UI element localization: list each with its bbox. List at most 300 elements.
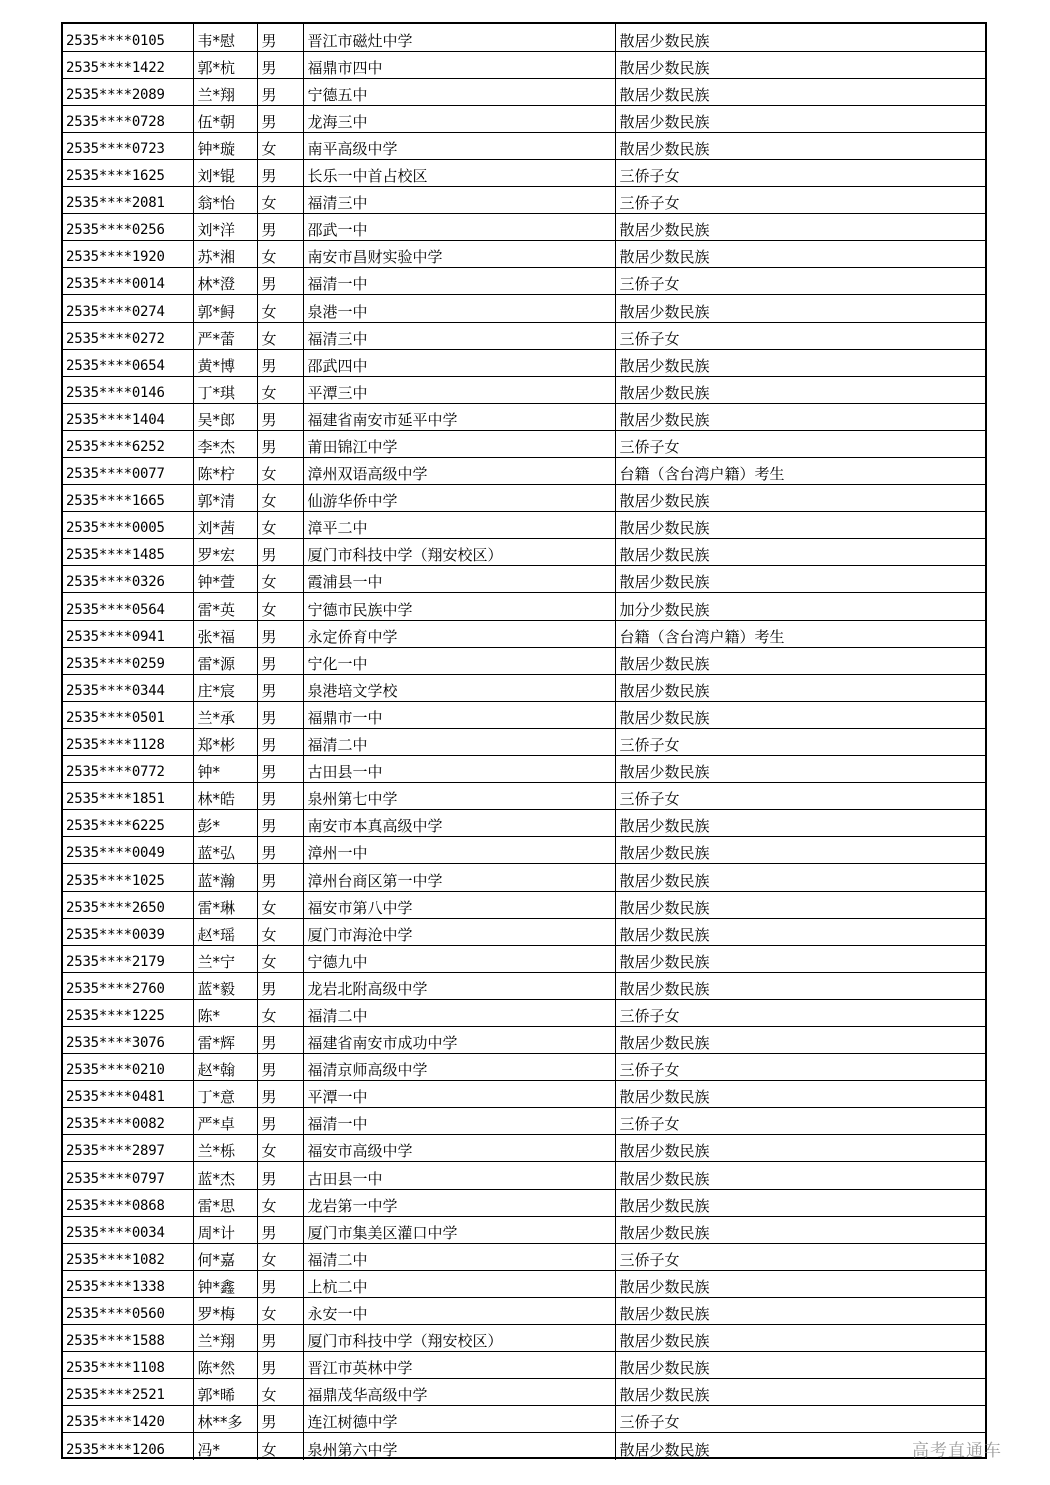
school-cell: 上杭二中 [303,1270,615,1297]
gender-cell: 男 [257,1406,303,1433]
exam-id-cell: 2535****1338 [63,1270,193,1297]
category-cell: 三侨子女 [615,1406,985,1433]
category-cell: 散居少数民族 [615,539,985,566]
table-row [63,1081,985,1108]
student-name-cell: 郑*彬 [193,728,257,755]
exam-id-cell: 2535****1025 [63,864,193,891]
exam-id-cell: 2535****2521 [63,1379,193,1406]
category-cell: 散居少数民族 [615,566,985,593]
school-cell: 福安市高级中学 [303,1135,615,1162]
gender-cell: 男 [257,51,303,78]
gender-cell: 男 [257,1162,303,1189]
category-cell: 散居少数民族 [615,756,985,783]
exam-id-cell: 2535****2760 [63,972,193,999]
school-cell: 福鼎市四中 [303,51,615,78]
category-cell: 散居少数民族 [615,349,985,376]
exam-id-cell: 2535****1588 [63,1325,193,1352]
gender-cell: 女 [257,322,303,349]
exam-id-cell: 2535****1485 [63,539,193,566]
student-name-cell: 钟* [193,756,257,783]
table-row [63,458,985,485]
category-cell: 散居少数民族 [615,295,985,322]
table-row [63,810,985,837]
school-cell: 平潭三中 [303,376,615,403]
gender-cell: 女 [257,1379,303,1406]
gender-cell: 男 [257,674,303,701]
school-cell: 宁德五中 [303,78,615,105]
school-cell: 龙岩第一中学 [303,1189,615,1216]
gender-cell: 女 [257,999,303,1026]
school-cell: 厦门市集美区灌口中学 [303,1216,615,1243]
school-cell: 宁德市民族中学 [303,593,615,620]
table-row [63,756,985,783]
table-row [63,349,985,376]
exam-id-cell: 2535****0654 [63,349,193,376]
school-cell: 邵武四中 [303,349,615,376]
student-name-cell: 吴*郎 [193,403,257,430]
table-row [63,864,985,891]
school-cell: 龙岩北附高级中学 [303,972,615,999]
table-row [63,999,985,1026]
school-cell: 福清三中 [303,322,615,349]
table-row [63,1189,985,1216]
gender-cell: 男 [257,268,303,295]
school-cell: 晋江市英林中学 [303,1352,615,1379]
student-name-cell: 郭*鲟 [193,295,257,322]
school-cell: 平潭一中 [303,1081,615,1108]
exam-id-cell: 2535****6252 [63,430,193,457]
student-name-cell: 赵*瑶 [193,918,257,945]
table-row [63,1216,985,1243]
table-row [63,837,985,864]
student-name-cell: 蓝*瀚 [193,864,257,891]
table-row [63,403,985,430]
exam-id-cell: 2535****0256 [63,214,193,241]
category-cell: 散居少数民族 [615,891,985,918]
gender-cell: 女 [257,512,303,539]
school-cell: 漳州双语高级中学 [303,458,615,485]
student-name-cell: 刘*茜 [193,512,257,539]
student-name-cell: 兰*翔 [193,1325,257,1352]
category-cell: 散居少数民族 [615,1026,985,1053]
school-cell: 泉州第六中学 [303,1433,615,1460]
exam-id-cell: 2535****0772 [63,756,193,783]
gender-cell: 女 [257,376,303,403]
school-cell: 福鼎市一中 [303,701,615,728]
category-cell: 散居少数民族 [615,810,985,837]
exam-id-cell: 2535****1404 [63,403,193,430]
table-row [63,1108,985,1135]
category-cell: 散居少数民族 [615,647,985,674]
student-name-cell: 冯* [193,1433,257,1460]
gender-cell: 女 [257,187,303,214]
student-name-cell: 庄*宸 [193,674,257,701]
category-cell: 散居少数民族 [615,512,985,539]
category-cell: 三侨子女 [615,159,985,186]
gender-cell: 男 [257,430,303,457]
gender-cell: 女 [257,566,303,593]
gender-cell: 男 [257,620,303,647]
category-cell: 散居少数民族 [615,132,985,159]
table-row [63,1325,985,1352]
student-name-cell: 翁*怡 [193,187,257,214]
exam-id-cell: 2535****0868 [63,1189,193,1216]
gender-cell: 女 [257,132,303,159]
category-cell: 散居少数民族 [615,241,985,268]
category-cell: 散居少数民族 [615,1162,985,1189]
exam-id-cell: 2535****0728 [63,105,193,132]
category-cell: 三侨子女 [615,999,985,1026]
student-name-cell: 钟*萱 [193,566,257,593]
category-cell: 散居少数民族 [615,1270,985,1297]
gender-cell: 男 [257,837,303,864]
school-cell: 宁德九中 [303,945,615,972]
school-cell: 福建省南安市延平中学 [303,403,615,430]
watermark-text: 高考直通车 [912,1441,1002,1461]
category-cell: 三侨子女 [615,187,985,214]
table-row [63,701,985,728]
category-cell: 台籍（含台湾户籍）考生 [615,458,985,485]
student-name-cell: 钟*璇 [193,132,257,159]
school-cell: 福安市第八中学 [303,891,615,918]
gender-cell: 男 [257,864,303,891]
exam-id-cell: 2535****0005 [63,512,193,539]
category-cell: 散居少数民族 [615,24,985,51]
student-name-cell: 郭*晞 [193,1379,257,1406]
gender-cell: 男 [257,756,303,783]
exam-id-cell: 2535****1420 [63,1406,193,1433]
table-row [63,512,985,539]
table-row [63,647,985,674]
student-name-cell: 张*福 [193,620,257,647]
category-cell: 散居少数民族 [615,105,985,132]
table-row [63,485,985,512]
gender-cell: 女 [257,295,303,322]
gender-cell: 女 [257,945,303,972]
gender-cell: 男 [257,24,303,51]
table-row [63,1162,985,1189]
school-cell: 连江树德中学 [303,1406,615,1433]
school-cell: 厦门市科技中学（翔安校区） [303,539,615,566]
roster-table-body [63,24,985,1460]
student-name-cell: 林*皓 [193,783,257,810]
student-name-cell: 刘*锟 [193,159,257,186]
category-cell: 三侨子女 [615,430,985,457]
school-cell: 福建省南安市成功中学 [303,1026,615,1053]
exam-id-cell: 2535****1625 [63,159,193,186]
category-cell: 散居少数民族 [615,78,985,105]
roster-table [63,24,985,1460]
table-row [63,214,985,241]
table-row [63,1135,985,1162]
gender-cell: 女 [257,458,303,485]
category-cell: 散居少数民族 [615,1379,985,1406]
exam-id-cell: 2535****1422 [63,51,193,78]
school-cell: 漳平二中 [303,512,615,539]
category-cell: 散居少数民族 [615,837,985,864]
exam-id-cell: 2535****1206 [63,1433,193,1460]
category-cell: 散居少数民族 [615,945,985,972]
school-cell: 泉港一中 [303,295,615,322]
student-name-cell: 钟*鑫 [193,1270,257,1297]
table-row [63,918,985,945]
exam-id-cell: 2535****1665 [63,485,193,512]
exam-id-cell: 2535****0481 [63,1081,193,1108]
school-cell: 南安市本真高级中学 [303,810,615,837]
category-cell: 散居少数民族 [615,1189,985,1216]
student-name-cell: 郭*清 [193,485,257,512]
gender-cell: 女 [257,593,303,620]
exam-id-cell: 2535****0274 [63,295,193,322]
gender-cell: 男 [257,1026,303,1053]
gender-cell: 男 [257,1054,303,1081]
table-row [63,783,985,810]
school-cell: 福清一中 [303,1108,615,1135]
gender-cell: 女 [257,918,303,945]
category-cell: 散居少数民族 [615,1433,985,1460]
student-name-cell: 雷*英 [193,593,257,620]
exam-id-cell: 2535****0039 [63,918,193,945]
student-name-cell: 郭*杭 [193,51,257,78]
exam-id-cell: 2535****0014 [63,268,193,295]
table-row [63,593,985,620]
category-cell: 散居少数民族 [615,701,985,728]
table-row [63,1026,985,1053]
school-cell: 福鼎茂华高级中学 [303,1379,615,1406]
exam-id-cell: 2535****1108 [63,1352,193,1379]
student-name-cell: 苏*湘 [193,241,257,268]
student-name-cell: 何*嘉 [193,1243,257,1270]
gender-cell: 男 [257,647,303,674]
school-cell: 古田县一中 [303,756,615,783]
student-name-cell: 林*澄 [193,268,257,295]
table-row [63,105,985,132]
school-cell: 南平高级中学 [303,132,615,159]
table-row [63,78,985,105]
student-name-cell: 赵*翰 [193,1054,257,1081]
gender-cell: 男 [257,349,303,376]
exam-id-cell: 2535****2897 [63,1135,193,1162]
student-name-cell: 兰*承 [193,701,257,728]
table-row [63,268,985,295]
student-name-cell: 陈*然 [193,1352,257,1379]
category-cell: 散居少数民族 [615,403,985,430]
school-cell: 古田县一中 [303,1162,615,1189]
student-name-cell: 陈* [193,999,257,1026]
table-row [63,539,985,566]
student-name-cell: 韦*慰 [193,24,257,51]
table-row [63,430,985,457]
student-name-cell: 雷*辉 [193,1026,257,1053]
school-cell: 霞浦县一中 [303,566,615,593]
exam-id-cell: 2535****1225 [63,999,193,1026]
school-cell: 福清二中 [303,728,615,755]
gender-cell: 男 [257,1108,303,1135]
gender-cell: 男 [257,1081,303,1108]
exam-id-cell: 2535****2081 [63,187,193,214]
school-cell: 厦门市科技中学（翔安校区） [303,1325,615,1352]
exam-id-cell: 2535****1920 [63,241,193,268]
exam-id-cell: 2535****0941 [63,620,193,647]
category-cell: 散居少数民族 [615,1081,985,1108]
exam-id-cell: 2535****0034 [63,1216,193,1243]
category-cell: 散居少数民族 [615,51,985,78]
table-row [63,1054,985,1081]
school-cell: 泉州第七中学 [303,783,615,810]
category-cell: 散居少数民族 [615,674,985,701]
gender-cell: 男 [257,1325,303,1352]
gender-cell: 女 [257,485,303,512]
gender-cell: 男 [257,728,303,755]
student-name-cell: 丁*意 [193,1081,257,1108]
school-cell: 漳州一中 [303,837,615,864]
table-row [63,187,985,214]
exam-id-cell: 2535****0344 [63,674,193,701]
table-row [63,132,985,159]
category-cell: 散居少数民族 [615,376,985,403]
exam-id-cell: 2535****0210 [63,1054,193,1081]
gender-cell: 女 [257,1297,303,1324]
student-name-cell: 罗*梅 [193,1297,257,1324]
table-row [63,24,985,51]
student-name-cell: 刘*洋 [193,214,257,241]
student-name-cell: 彭* [193,810,257,837]
student-name-cell: 雷*源 [193,647,257,674]
student-name-cell: 黄*博 [193,349,257,376]
school-cell: 福清二中 [303,999,615,1026]
student-name-cell: 雷*思 [193,1189,257,1216]
student-name-cell: 严*卓 [193,1108,257,1135]
school-cell: 福清京师高级中学 [303,1054,615,1081]
table-row [63,241,985,268]
school-cell: 漳州台商区第一中学 [303,864,615,891]
category-cell: 散居少数民族 [615,972,985,999]
student-name-cell: 兰*栎 [193,1135,257,1162]
student-name-cell: 陈*柠 [193,458,257,485]
school-cell: 长乐一中首占校区 [303,159,615,186]
exam-id-cell: 2535****1128 [63,728,193,755]
school-cell: 龙海三中 [303,105,615,132]
gender-cell: 女 [257,1433,303,1460]
student-name-cell: 严*蕾 [193,322,257,349]
gender-cell: 男 [257,810,303,837]
exam-id-cell: 2535****3076 [63,1026,193,1053]
gender-cell: 女 [257,1135,303,1162]
school-cell: 莆田锦江中学 [303,430,615,457]
category-cell: 散居少数民族 [615,864,985,891]
table-row [63,891,985,918]
gender-cell: 男 [257,214,303,241]
table-row [63,1297,985,1324]
category-cell: 三侨子女 [615,1108,985,1135]
category-cell: 散居少数民族 [615,1216,985,1243]
school-cell: 厦门市海沧中学 [303,918,615,945]
gender-cell: 男 [257,972,303,999]
gender-cell: 男 [257,159,303,186]
gender-cell: 男 [257,105,303,132]
exam-id-cell: 2535****1082 [63,1243,193,1270]
category-cell: 散居少数民族 [615,485,985,512]
category-cell: 三侨子女 [615,268,985,295]
table-row [63,728,985,755]
exam-id-cell: 2535****2089 [63,78,193,105]
exam-id-cell: 2535****2650 [63,891,193,918]
exam-id-cell: 2535****0797 [63,1162,193,1189]
exam-id-cell: 2535****0077 [63,458,193,485]
gender-cell: 男 [257,1352,303,1379]
school-cell: 泉港培文学校 [303,674,615,701]
school-cell: 福清一中 [303,268,615,295]
category-cell: 散居少数民族 [615,214,985,241]
exam-id-cell: 2535****0146 [63,376,193,403]
school-cell: 福清二中 [303,1243,615,1270]
category-cell: 散居少数民族 [615,1352,985,1379]
gender-cell: 男 [257,783,303,810]
category-cell: 三侨子女 [615,322,985,349]
school-cell: 邵武一中 [303,214,615,241]
category-cell: 散居少数民族 [615,1325,985,1352]
exam-id-cell: 2535****0272 [63,322,193,349]
table-row [63,51,985,78]
exam-id-cell: 2535****0082 [63,1108,193,1135]
category-cell: 台籍（含台湾户籍）考生 [615,620,985,647]
exam-id-cell: 2535****1851 [63,783,193,810]
table-row [63,1379,985,1406]
category-cell: 三侨子女 [615,1054,985,1081]
gender-cell: 男 [257,1270,303,1297]
table-row [63,972,985,999]
student-name-cell: 李*杰 [193,430,257,457]
table-row [63,376,985,403]
category-cell: 三侨子女 [615,728,985,755]
exam-id-cell: 2535****0723 [63,132,193,159]
gender-cell: 女 [257,1189,303,1216]
student-name-cell: 伍*朝 [193,105,257,132]
exam-id-cell: 2535****0105 [63,24,193,51]
student-name-cell: 林**多 [193,1406,257,1433]
table-row [63,1243,985,1270]
student-name-cell: 蓝*毅 [193,972,257,999]
category-cell: 散居少数民族 [615,1297,985,1324]
exam-id-cell: 2535****0560 [63,1297,193,1324]
student-name-cell: 周*计 [193,1216,257,1243]
table-row [63,945,985,972]
roster-table-frame [61,22,987,1459]
student-name-cell: 罗*宏 [193,539,257,566]
table-row [63,295,985,322]
school-cell: 永安一中 [303,1297,615,1324]
exam-id-cell: 2535****0501 [63,701,193,728]
exam-id-cell: 2535****0326 [63,566,193,593]
category-cell: 三侨子女 [615,1243,985,1270]
school-cell: 南安市昌财实验中学 [303,241,615,268]
student-name-cell: 雷*琳 [193,891,257,918]
gender-cell: 男 [257,1216,303,1243]
table-row [63,322,985,349]
student-name-cell: 兰*宁 [193,945,257,972]
student-name-cell: 蓝*弘 [193,837,257,864]
student-name-cell: 兰*翔 [193,78,257,105]
student-name-cell: 蓝*杰 [193,1162,257,1189]
table-row [63,159,985,186]
table-row [63,674,985,701]
table-row [63,1270,985,1297]
category-cell: 散居少数民族 [615,918,985,945]
exam-id-cell: 2535****0049 [63,837,193,864]
gender-cell: 男 [257,403,303,430]
table-row [63,1406,985,1433]
exam-id-cell: 2535****2179 [63,945,193,972]
